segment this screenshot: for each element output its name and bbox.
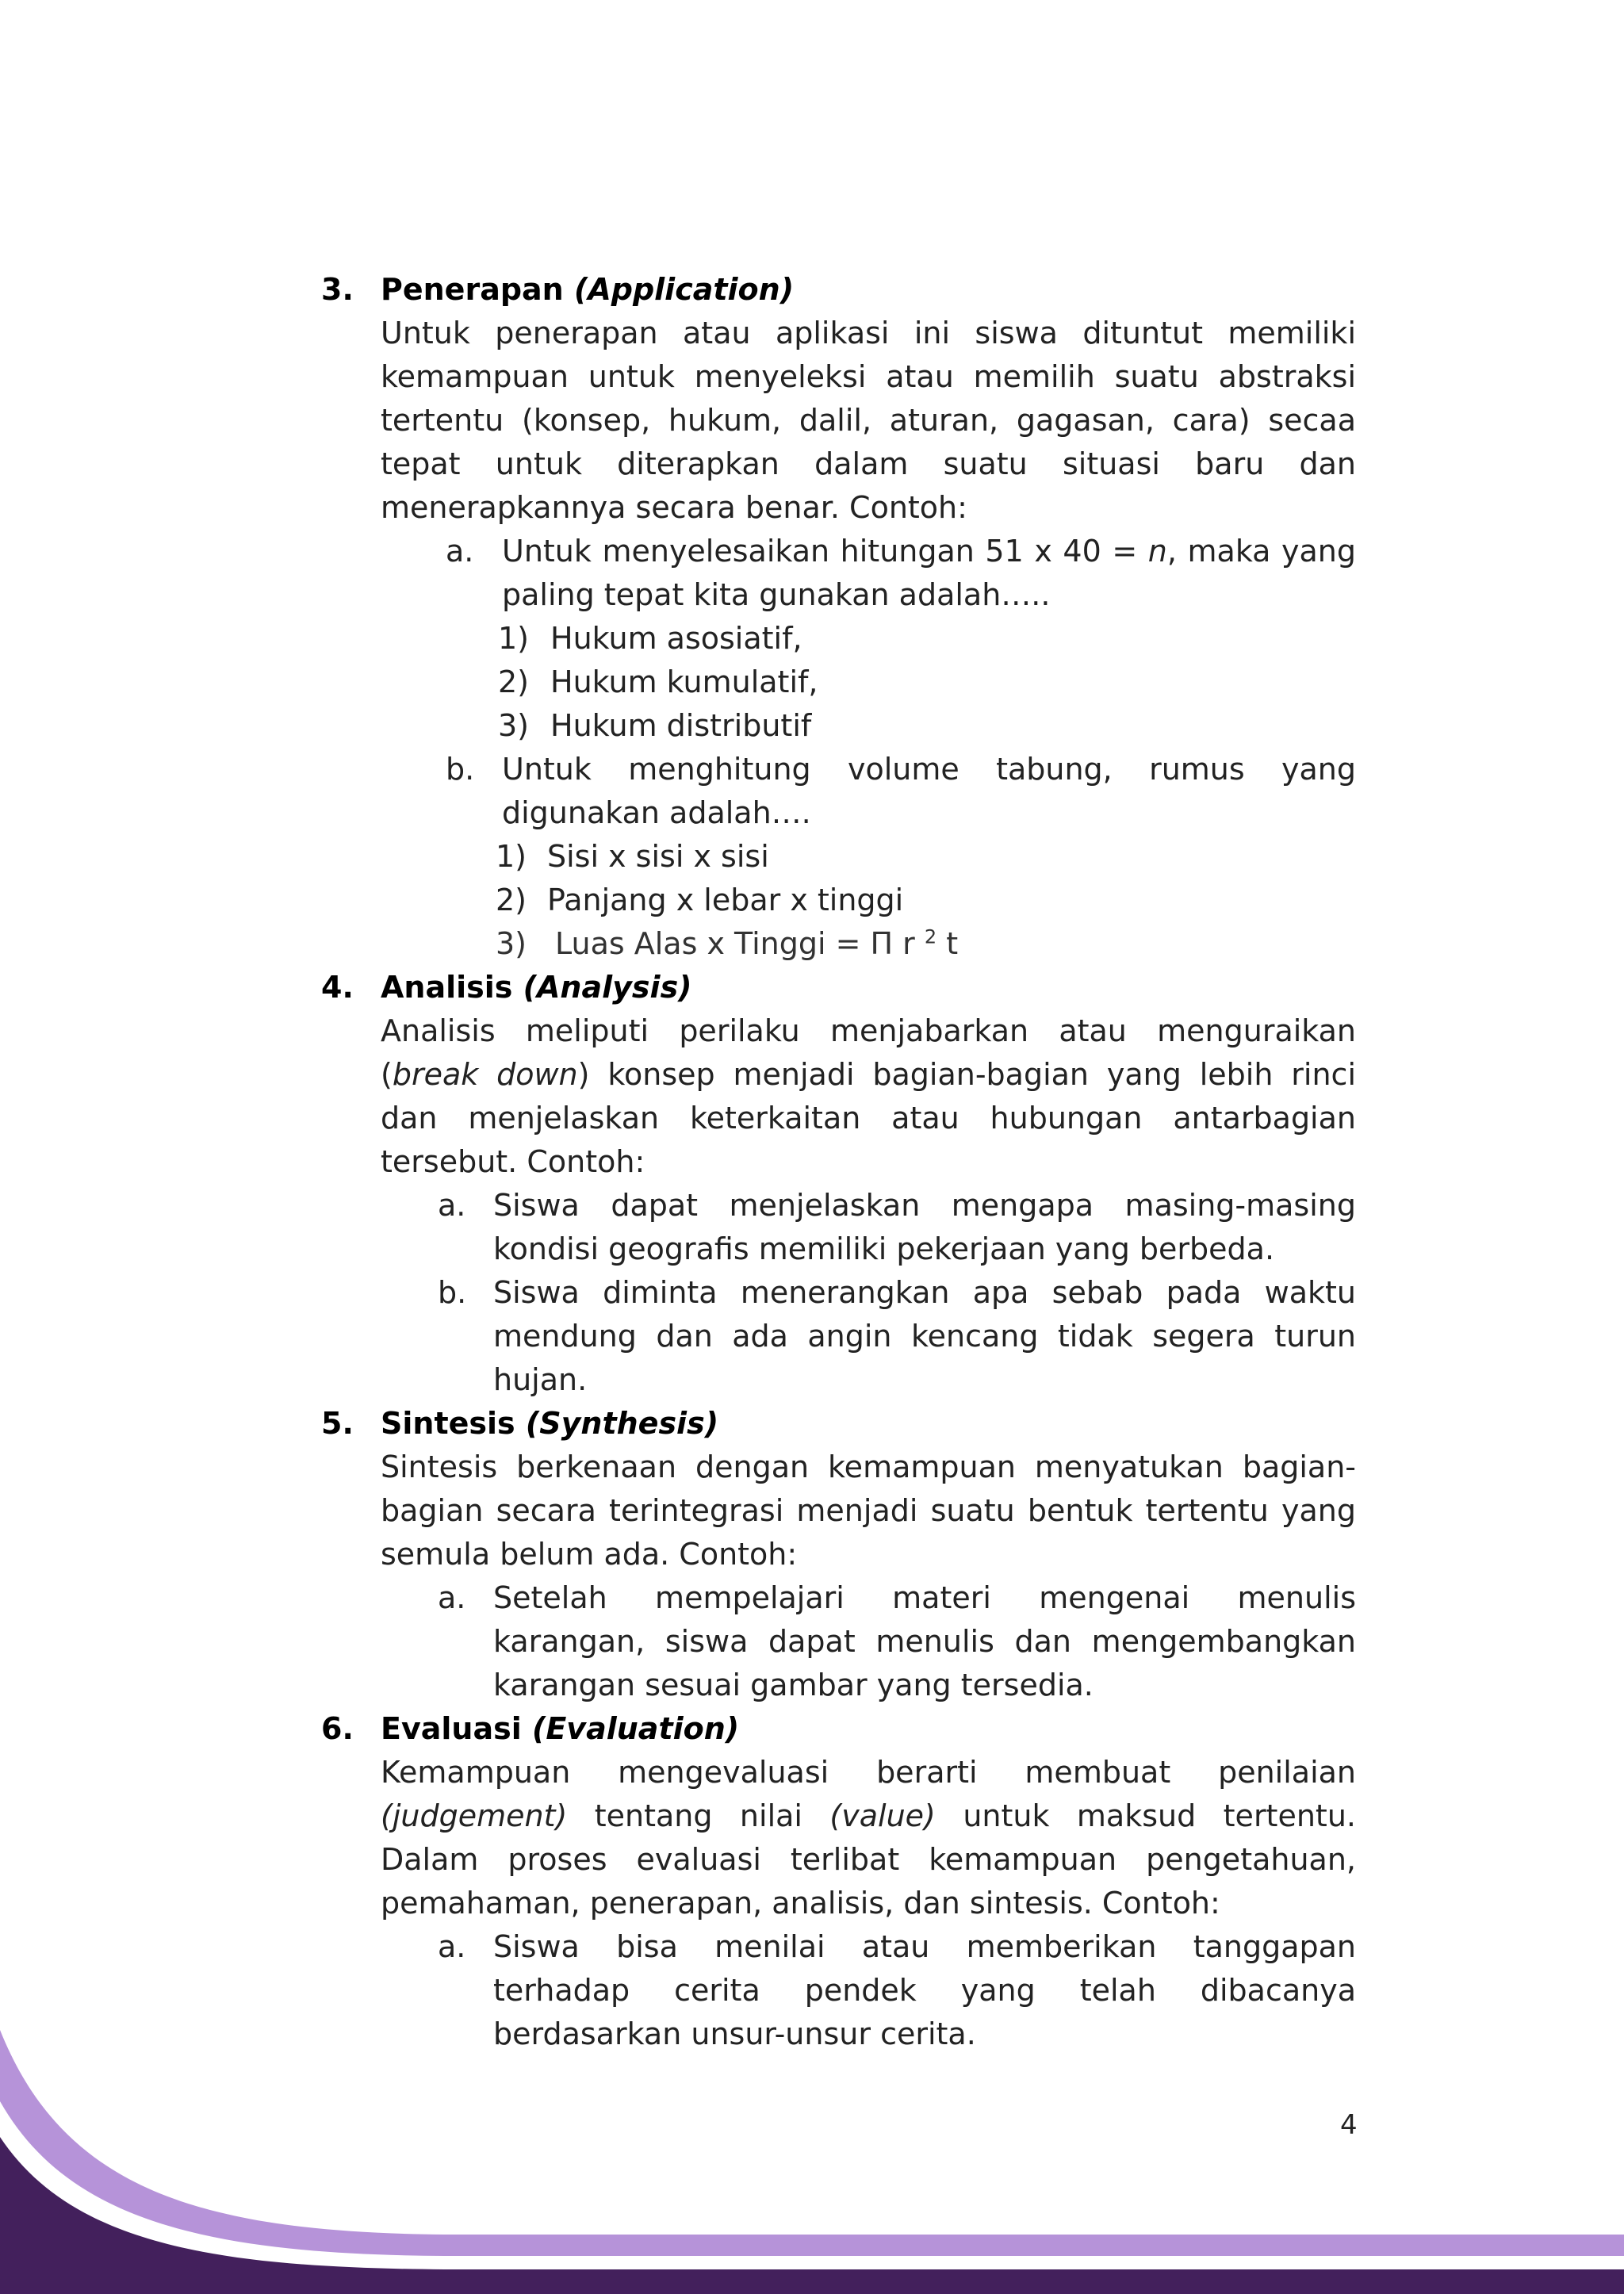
list-marker: a.: [438, 1580, 466, 1615]
section-heading: [381, 1707, 1356, 1751]
section-penerapan: [321, 268, 1356, 966]
section-title: Analisis: [381, 970, 513, 1005]
list-marker: a.: [438, 1929, 466, 1964]
section-title: Penerapan: [381, 272, 564, 307]
option-marker: 3): [496, 926, 527, 961]
text-fragment: Analisis meliputi perilaku menjabarkan atau menguraikan (: [381, 1013, 1356, 1092]
list-item: [381, 1576, 1356, 1707]
list-item: [381, 748, 1356, 835]
italic-term: break down: [392, 1057, 578, 1092]
section-title: Sintesis: [381, 1406, 515, 1441]
option-marker: 3): [498, 708, 530, 743]
page-content: [321, 268, 1356, 2056]
option-text: Sisi x sisi x sisi: [547, 839, 769, 874]
formula-exponent: 2: [924, 925, 937, 948]
list-item-text: Setelah mempelajari materi mengenai menulis karangan, siswa dapat menulis dan mengembangkan karangan sesuai gambar yang tersedia.: [493, 1580, 1356, 1702]
list-marker: a.: [446, 534, 474, 569]
section-paragraph: Sintesis berkenaan dengan kemampuan menyatukan bagian-bagian secara terintegrasi menjadi suatu bentuk tertentu yang semula belum ada. Contoh:: [381, 1450, 1356, 1572]
footer-wave-dark: [0, 2137, 1624, 2294]
section-title: Evaluasi: [381, 1711, 522, 1746]
option-item: [381, 879, 1356, 922]
option-marker: 1): [496, 839, 527, 874]
section-paragraph: Untuk penerapan atau aplikasi ini siswa dituntut memiliki kemampuan untuk menyeleksi atau memilih suatu abstraksi tertentu (konsep, hukum, dalil, aturan, gagasan, cara) secaa tepat untuk diterapkan dalam suatu situasi baru dan menerapkannya secara benar. Contoh:: [381, 316, 1356, 525]
option-text: Hukum asosiatif,: [550, 621, 802, 656]
section-paragraph: [381, 1009, 1356, 1184]
math-variable: n: [1147, 534, 1167, 569]
option-marker: 2): [498, 664, 530, 699]
section-number: 6.: [321, 1711, 354, 1746]
section-paragraph: [381, 1751, 1356, 1925]
footer-wave-decoration: [0, 1982, 1624, 2294]
section-number: 4.: [321, 970, 354, 1005]
italic-term: (judgement): [381, 1798, 568, 1833]
formula-text: t: [946, 926, 959, 961]
section-title-en: (Analysis): [523, 970, 692, 1005]
text-fragment: untuk maksud tertentu. Dalam proses evaluasi terlibat kemampuan pengetahuan, pemahaman, penerapan, analisis, dan sintesis. Contoh:: [381, 1798, 1356, 1921]
section-analisis: [321, 966, 1356, 1402]
section-number: 5.: [321, 1406, 354, 1441]
option-item: [381, 704, 1356, 748]
text-fragment: Kemampuan mengevaluasi berarti membuat penilaian: [381, 1755, 1356, 1790]
formula-text: Luas Alas x Tinggi = Π r: [555, 926, 915, 961]
option-marker: 2): [496, 883, 527, 917]
list-item: [381, 1271, 1356, 1402]
option-text: Hukum distributif: [550, 708, 812, 743]
list-marker: b.: [446, 752, 475, 787]
section-sintesis: [321, 1402, 1356, 1707]
list-item-text: Siswa diminta menerangkan apa sebab pada waktu mendung dan ada angin kencang tidak segera turun hujan.: [493, 1275, 1356, 1397]
option-text: Hukum kumulatif,: [550, 664, 818, 699]
option-text: Panjang x lebar x tinggi: [547, 883, 904, 917]
option-marker: 1): [498, 621, 530, 656]
list-item: [381, 530, 1356, 617]
option-item: [381, 922, 1356, 966]
text-fragment: , maka yang paling tepat kita gunakan adalah…..: [502, 534, 1356, 612]
list-item-text: Untuk menghitung volume tabung, rumus yang digunakan adalah….: [502, 752, 1356, 830]
list-marker: a.: [438, 1188, 466, 1223]
text-fragment: ) konsep menjadi bagian-bagian yang lebih rinci dan menjelaskan keterkaitan atau hubungan antarbagian tersebut. Contoh:: [381, 1057, 1356, 1179]
list-item-text: Siswa dapat menjelaskan mengapa masing-masing kondisi geografis memiliki pekerjaan yang berbeda.: [493, 1188, 1356, 1266]
page-number: 4: [1340, 2109, 1358, 2141]
list-marker: b.: [438, 1275, 467, 1310]
list-item: [381, 1184, 1356, 1271]
section-title-en: (Application): [573, 272, 795, 307]
italic-term: (value): [829, 1798, 936, 1833]
text-fragment: Untuk menyelesaikan hitungan 51 x 40 =: [502, 534, 1148, 569]
section-title-en: (Synthesis): [525, 1406, 719, 1441]
section-number: 3.: [321, 272, 354, 307]
option-item: [381, 661, 1356, 704]
section-heading: [381, 966, 1356, 1009]
list-item-text: [502, 530, 1356, 617]
section-heading: [381, 268, 1356, 312]
list-item-text: Siswa bisa menilai atau memberikan tanggapan terhadap cerita pendek yang telah dibacanya berdasarkan unsur-unsur cerita.: [493, 1929, 1356, 2051]
section-heading: [381, 1402, 1356, 1446]
section-title-en: (Evaluation): [531, 1711, 740, 1746]
text-fragment: tentang nilai: [567, 1798, 830, 1833]
option-item: [381, 835, 1356, 879]
option-item: [381, 617, 1356, 661]
